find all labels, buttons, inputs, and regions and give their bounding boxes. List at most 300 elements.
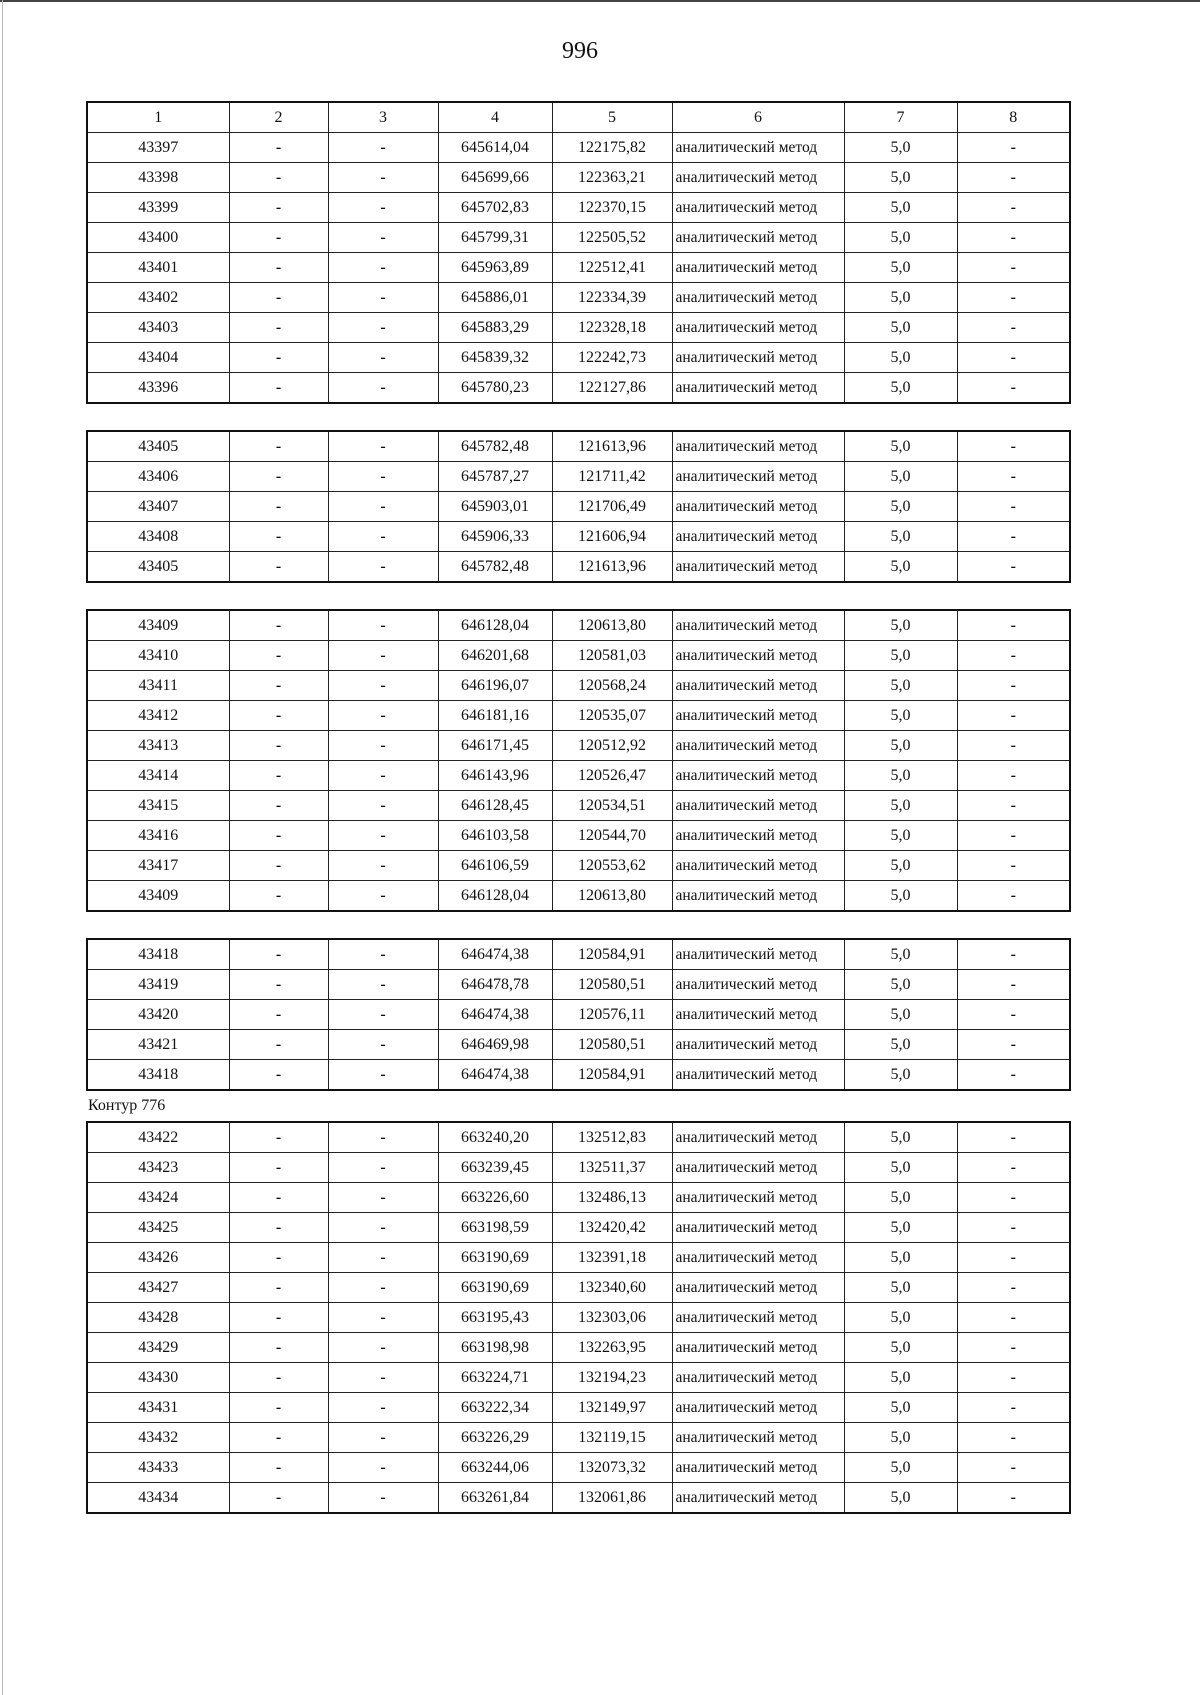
table-cell: - [328,851,438,881]
table-row [87,939,1070,970]
table-row [87,193,1070,223]
table-cell: 646106,59 [438,851,552,881]
table-cell: - [328,1122,438,1153]
table-row [87,343,1070,373]
table-cell: 43421 [87,1030,229,1060]
table-cell: 120568,24 [552,671,672,701]
table-row [87,373,1070,404]
table-cell: 646143,96 [438,761,552,791]
table-cell: 5,0 [844,492,957,522]
table-row [87,701,1070,731]
column-header: 8 [957,102,1070,133]
table-cell: - [957,671,1070,701]
table-cell: 5,0 [844,283,957,313]
table-cell: - [229,761,328,791]
table-cell: 5,0 [844,133,957,163]
table-cell: - [229,313,328,343]
table-cell: - [328,821,438,851]
table-cell: 43426 [87,1243,229,1273]
table-cell: 663226,29 [438,1423,552,1453]
table-cell: - [229,1213,328,1243]
table-cell: - [957,1483,1070,1514]
table-cell: - [229,1483,328,1514]
block-spacer [86,583,1070,609]
table-cell: аналитический метод [672,610,844,641]
table-cell: - [957,163,1070,193]
table-cell: - [328,1060,438,1091]
table-cell: - [229,939,328,970]
page-number: 996 [562,38,598,64]
table-cell: 43419 [87,970,229,1000]
table-row [87,1363,1070,1393]
table-cell: 121706,49 [552,492,672,522]
table-cell: - [229,253,328,283]
table-cell: 646103,58 [438,821,552,851]
table-cell: 645614,04 [438,133,552,163]
table-cell: аналитический метод [672,313,844,343]
table-cell: 663190,69 [438,1243,552,1273]
table-cell: 663195,43 [438,1303,552,1333]
table-cell: - [957,492,1070,522]
table-cell: - [328,492,438,522]
table-cell: 645782,48 [438,552,552,583]
table-cell: 121711,42 [552,462,672,492]
table-cell: - [957,1000,1070,1030]
table-cell: - [328,1423,438,1453]
table-cell: 663224,71 [438,1363,552,1393]
table-cell: 5,0 [844,522,957,552]
table-cell: аналитический метод [672,881,844,912]
table-cell: аналитический метод [672,373,844,404]
table-cell: 663222,34 [438,1393,552,1423]
table-cell: аналитический метод [672,791,844,821]
table-cell: 43431 [87,1393,229,1423]
table-cell: - [328,163,438,193]
table-cell: - [328,761,438,791]
table-cell: 5,0 [844,1213,957,1243]
table-header-row [87,102,1070,133]
table-cell: - [328,610,438,641]
table-cell: - [229,1393,328,1423]
table-cell: - [328,671,438,701]
table-cell: аналитический метод [672,1060,844,1091]
table-cell: аналитический метод [672,1363,844,1393]
table-cell: аналитический метод [672,1213,844,1243]
table-cell: 5,0 [844,1060,957,1091]
table-cell: 43413 [87,731,229,761]
table-cell: - [328,1030,438,1060]
table-cell: 43399 [87,193,229,223]
table-cell: - [328,881,438,912]
table-cell: 43418 [87,1060,229,1091]
table-cell: 43403 [87,313,229,343]
table-cell: - [957,193,1070,223]
table-cell: 5,0 [844,223,957,253]
table-cell: - [957,431,1070,462]
table-cell: 663244,06 [438,1453,552,1483]
table-cell: 5,0 [844,253,957,283]
table-cell: 5,0 [844,1000,957,1030]
table-cell: 5,0 [844,1453,957,1483]
table-row [87,851,1070,881]
table-cell: - [229,1363,328,1393]
table-cell: аналитический метод [672,821,844,851]
table-cell: 5,0 [844,313,957,343]
table-cell: 663190,69 [438,1273,552,1303]
table-cell: - [229,133,328,163]
table-cell: 43416 [87,821,229,851]
table-cell: - [957,1183,1070,1213]
table-cell: аналитический метод [672,1122,844,1153]
table-cell: аналитический метод [672,133,844,163]
table-row [87,163,1070,193]
table-cell: аналитический метод [672,223,844,253]
table-cell: - [957,791,1070,821]
table-cell: 120584,91 [552,1060,672,1091]
table-cell: 5,0 [844,701,957,731]
table-cell: 43428 [87,1303,229,1333]
scan-border-left [2,0,3,1695]
table-cell: 5,0 [844,671,957,701]
table-row [87,970,1070,1000]
table-cell: 43430 [87,1363,229,1393]
table-cell: 43422 [87,1122,229,1153]
table-cell: - [229,163,328,193]
table-cell: - [229,462,328,492]
table-cell: 132486,13 [552,1183,672,1213]
table-cell: 132119,15 [552,1423,672,1453]
table-cell: аналитический метод [672,1030,844,1060]
table-cell: 5,0 [844,1030,957,1060]
table-cell: - [957,1423,1070,1453]
table-cell: 5,0 [844,1243,957,1273]
table-cell: - [229,1423,328,1453]
table-cell: аналитический метод [672,851,844,881]
table-cell: 132263,95 [552,1333,672,1363]
table-cell: 663240,20 [438,1122,552,1153]
table-cell: 5,0 [844,1153,957,1183]
table-cell: - [957,701,1070,731]
table-cell: - [229,431,328,462]
table-cell: 132511,37 [552,1153,672,1183]
table-cell: 646171,45 [438,731,552,761]
table-cell: - [328,1453,438,1483]
table-cell: аналитический метод [672,701,844,731]
table-cell: 43423 [87,1153,229,1183]
table-cell: - [328,223,438,253]
table-row [87,283,1070,313]
table-cell: - [328,1213,438,1243]
table-cell: - [229,552,328,583]
table-row [87,1483,1070,1514]
table-cell: - [229,1122,328,1153]
table-cell: - [229,791,328,821]
table-cell: - [328,552,438,583]
table-cell: аналитический метод [672,1333,844,1363]
table-cell: 5,0 [844,1393,957,1423]
table-row [87,133,1070,163]
table-row [87,1423,1070,1453]
table-cell: аналитический метод [672,1483,844,1514]
table-cell: 663226,60 [438,1183,552,1213]
table-cell: 645883,29 [438,313,552,343]
table-cell: 132061,86 [552,1483,672,1514]
table-cell: - [957,283,1070,313]
table-cell: 43409 [87,610,229,641]
contour-caption: Контур 776 [88,1097,166,1114]
table-cell: аналитический метод [672,1153,844,1183]
block-spacer [86,912,1070,938]
table-cell: 645799,31 [438,223,552,253]
table-cell: - [328,1333,438,1363]
table-cell: - [229,1000,328,1030]
table-cell: 120580,51 [552,1030,672,1060]
table-cell: аналитический метод [672,253,844,283]
table-cell: - [957,1453,1070,1483]
table-cell: 121606,94 [552,522,672,552]
table-row [87,1153,1070,1183]
table-cell: - [957,881,1070,912]
table-cell: - [328,1483,438,1514]
table-cell: - [328,701,438,731]
table-row [87,761,1070,791]
table-row [87,223,1070,253]
table-cell: 5,0 [844,731,957,761]
table-cell: 43432 [87,1423,229,1453]
table-cell: - [229,851,328,881]
table-cell: - [957,1213,1070,1243]
table-row [87,1060,1070,1091]
table-cell: 120526,47 [552,761,672,791]
table-cell: аналитический метод [672,1000,844,1030]
table-cell: 132340,60 [552,1273,672,1303]
table-row [87,1000,1070,1030]
table-cell: - [328,253,438,283]
table-row [87,821,1070,851]
table-cell: аналитический метод [672,343,844,373]
table-cell: аналитический метод [672,163,844,193]
table-cell: - [957,373,1070,404]
table-row [87,1273,1070,1303]
table-row [87,492,1070,522]
table-cell: аналитический метод [672,1423,844,1453]
table-cell: - [957,1060,1070,1091]
table-cell: - [957,1243,1070,1273]
table-row [87,731,1070,761]
table-cell: аналитический метод [672,731,844,761]
table-cell: - [229,1153,328,1183]
table-cell: - [229,641,328,671]
table-cell: аналитический метод [672,939,844,970]
table-cell: 646474,38 [438,1000,552,1030]
table-cell: - [957,761,1070,791]
table-cell: 122334,39 [552,283,672,313]
table-cell: - [957,552,1070,583]
coordinate-table [86,101,1071,404]
table-cell: аналитический метод [672,492,844,522]
table-cell: - [957,1333,1070,1363]
table-cell: - [328,1153,438,1183]
block-spacer [86,404,1070,430]
table-cell: 43400 [87,223,229,253]
table-cell: аналитический метод [672,552,844,583]
table-cell: 43402 [87,283,229,313]
table-cell: аналитический метод [672,283,844,313]
table-cell: - [328,970,438,1000]
table-cell: аналитический метод [672,1453,844,1483]
table-cell: аналитический метод [672,1393,844,1423]
table-cell: - [957,1273,1070,1303]
table-row [87,1303,1070,1333]
table-cell: 645839,32 [438,343,552,373]
table-row [87,313,1070,343]
table-row [87,1183,1070,1213]
table-cell: 5,0 [844,431,957,462]
table-cell: 120584,91 [552,939,672,970]
table-cell: - [957,641,1070,671]
table-cell: 132391,18 [552,1243,672,1273]
table-cell: - [957,253,1070,283]
table-cell: 5,0 [844,1273,957,1303]
table-cell: 645906,33 [438,522,552,552]
table-cell: - [229,492,328,522]
table-cell: - [328,343,438,373]
table-cell: 121613,96 [552,431,672,462]
table-row [87,1213,1070,1243]
table-cell: 5,0 [844,1483,957,1514]
table-cell: - [229,1333,328,1363]
table-cell: аналитический метод [672,522,844,552]
table-cell: 43414 [87,761,229,791]
table-cell: - [957,1363,1070,1393]
table-cell: 5,0 [844,851,957,881]
table-cell: 43429 [87,1333,229,1363]
table-cell: аналитический метод [672,1183,844,1213]
table-cell: - [229,671,328,701]
table-cell: аналитический метод [672,462,844,492]
table-cell: 120580,51 [552,970,672,1000]
table-cell: 5,0 [844,373,957,404]
table-cell: 645903,01 [438,492,552,522]
table-row [87,791,1070,821]
table-row [87,881,1070,912]
table-cell: 122127,86 [552,373,672,404]
table-cell: 43397 [87,133,229,163]
table-cell: 120534,51 [552,791,672,821]
table-cell: - [957,939,1070,970]
table-cell: 646469,98 [438,1030,552,1060]
table-cell: - [957,462,1070,492]
table-cell: - [328,731,438,761]
table-row [87,552,1070,583]
table-cell: 43411 [87,671,229,701]
table-cell: - [229,731,328,761]
table-cell: 120581,03 [552,641,672,671]
table-cell: 43401 [87,253,229,283]
table-cell: 646474,38 [438,1060,552,1091]
table-cell: 646128,45 [438,791,552,821]
table-row [87,1122,1070,1153]
table-cell: 663198,59 [438,1213,552,1243]
table-cell: - [229,1303,328,1333]
table-cell: - [328,431,438,462]
table-cell: 43408 [87,522,229,552]
table-cell: 5,0 [844,1333,957,1363]
table-cell: 646201,68 [438,641,552,671]
table-cell: аналитический метод [672,1243,844,1273]
table-cell: 120544,70 [552,821,672,851]
table-cell: - [957,1393,1070,1423]
table-row [87,1333,1070,1363]
table-cell: - [328,313,438,343]
table-cell: 43409 [87,881,229,912]
table-cell: - [229,283,328,313]
table-cell: 122328,18 [552,313,672,343]
table-row [87,253,1070,283]
table-cell: - [328,522,438,552]
coordinate-tables [86,101,1070,1514]
table-cell: 132303,06 [552,1303,672,1333]
table-cell: 132073,32 [552,1453,672,1483]
table-cell: 5,0 [844,761,957,791]
table-cell: 120535,07 [552,701,672,731]
table-cell: 5,0 [844,1183,957,1213]
table-cell: - [328,462,438,492]
table-cell: - [229,343,328,373]
table-cell: 43418 [87,939,229,970]
table-cell: - [957,133,1070,163]
table-row [87,1030,1070,1060]
coordinate-table [86,1121,1071,1514]
table-cell: 122505,52 [552,223,672,253]
column-header: 4 [438,102,552,133]
table-cell: 132420,42 [552,1213,672,1243]
column-header: 5 [552,102,672,133]
table-cell: 43410 [87,641,229,671]
table-cell: - [229,1243,328,1273]
table-cell: 645780,23 [438,373,552,404]
table-cell: 43404 [87,343,229,373]
table-cell: - [328,133,438,163]
table-cell: 120613,80 [552,881,672,912]
table-cell: аналитический метод [672,193,844,223]
table-cell: - [229,1060,328,1091]
table-cell: - [229,1183,328,1213]
table-cell: 5,0 [844,1423,957,1453]
table-cell: - [328,283,438,313]
table-cell: 5,0 [844,881,957,912]
table-cell: 122512,41 [552,253,672,283]
table-cell: 43420 [87,1000,229,1030]
column-header: 3 [328,102,438,133]
table-cell: 5,0 [844,821,957,851]
table-cell: - [957,851,1070,881]
coordinate-table [86,938,1071,1091]
table-cell: 5,0 [844,610,957,641]
table-cell: 5,0 [844,1303,957,1333]
table-cell: 645787,27 [438,462,552,492]
table-cell: - [328,1273,438,1303]
table-cell: 43407 [87,492,229,522]
table-row [87,1243,1070,1273]
table-cell: 43398 [87,163,229,193]
table-cell: - [328,1363,438,1393]
table-row [87,610,1070,641]
table-cell: - [229,193,328,223]
table-cell: 43406 [87,462,229,492]
table-cell: 43396 [87,373,229,404]
table-cell: 5,0 [844,1122,957,1153]
